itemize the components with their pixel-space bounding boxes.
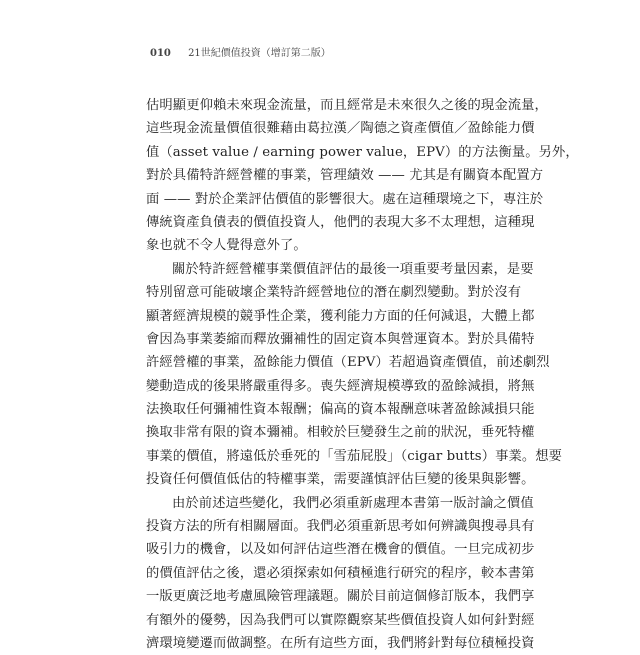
text-line: 會因為事業萎縮而釋放彌補性的固定資本與營運資本。對於具備特 <box>146 331 535 347</box>
text-line: 對於具備特許經營權的事業，管理績效 —— 尤其是有關資本配置方 <box>146 168 544 184</box>
text-line: 面 —— 對於企業評估價值的影響很大。處在這種環境之下，專注於 <box>146 191 544 207</box>
text-line: 濟環境變遷而做調整。在所有這些方面，我們將針對每位積極投資 <box>146 635 535 651</box>
text-line: 換取非常有限的資本彌補。相較於巨變發生之前的狀況，垂死特權 <box>146 425 535 441</box>
text-line: 值（asset value / earning power value，EPV）的方法衡量。另外， <box>146 144 579 160</box>
text-line: 有額外的優勢，因為我們可以實際觀察某些價值投資人如何針對經 <box>146 612 535 628</box>
text-line: 變動造成的後果將嚴重得多。喪失經濟規模導致的盈餘減損，將無 <box>146 378 535 394</box>
running-header <box>150 44 331 59</box>
text-line: 估明顯更仰賴未來現金流量，而且經常是未來很久之後的現金流量， <box>146 98 548 113</box>
text-line: 顯著經濟規模的競爭性企業，獲利能力方面的任何減退，大體上都 <box>146 308 535 324</box>
paragraph-first-line: 關於特許經營權事業價值評估的最後一項重要考量因素，是要 <box>172 261 534 277</box>
book-title: 21世紀價值投資（增訂第二版） <box>188 48 331 59</box>
text-line: 吸引力的機會，以及如何評估這些潛在機會的價值。一旦完成初步 <box>146 542 535 558</box>
text-line: 這些現金流量價值很難藉由葛拉漢／陶德之資產價值／盈餘能力價 <box>146 121 535 137</box>
text-line: 特別留意可能破壞企業特許經營地位的潛在劇烈變動。對於沒有 <box>146 285 522 301</box>
text-line: 一版更廣泛地考慮風險管理議題。關於目前這個修訂版本，我們享 <box>146 589 535 605</box>
text-line: 事業的價值，將遠低於垂死的「雪茄屁股」（cigar butts）事業。想要 <box>146 448 563 464</box>
page-number: 010 <box>150 48 171 59</box>
text-line: 投資方法的所有相關層面。我們必須重新思考如何辨識與搜尋具有 <box>146 519 535 535</box>
text-line: 法換取任何彌補性資本報酬；偏高的資本報酬意味著盈餘減損只能 <box>146 402 535 418</box>
text-line: 象也就不令人覺得意外了。 <box>146 238 307 254</box>
text-line: 傳統資產負債表的價值投資人，他們的表現大多不太理想，這種現 <box>146 214 535 230</box>
text-line: 投資任何價值低估的特權事業，需要謹慎評估巨變的後果與影響。 <box>146 472 535 488</box>
paragraph-first-line: 由於前述這些變化，我們必須重新處理本書第一版討論之價值 <box>172 495 534 511</box>
text-line: 的價值評估之後，還必須探索如何積極進行研究的程序，較本書第 <box>146 565 535 581</box>
text-line: 許經營權的事業，盈餘能力價值（EPV）若超過資產價值，前述劇烈 <box>146 355 550 371</box>
body-text <box>146 94 579 655</box>
